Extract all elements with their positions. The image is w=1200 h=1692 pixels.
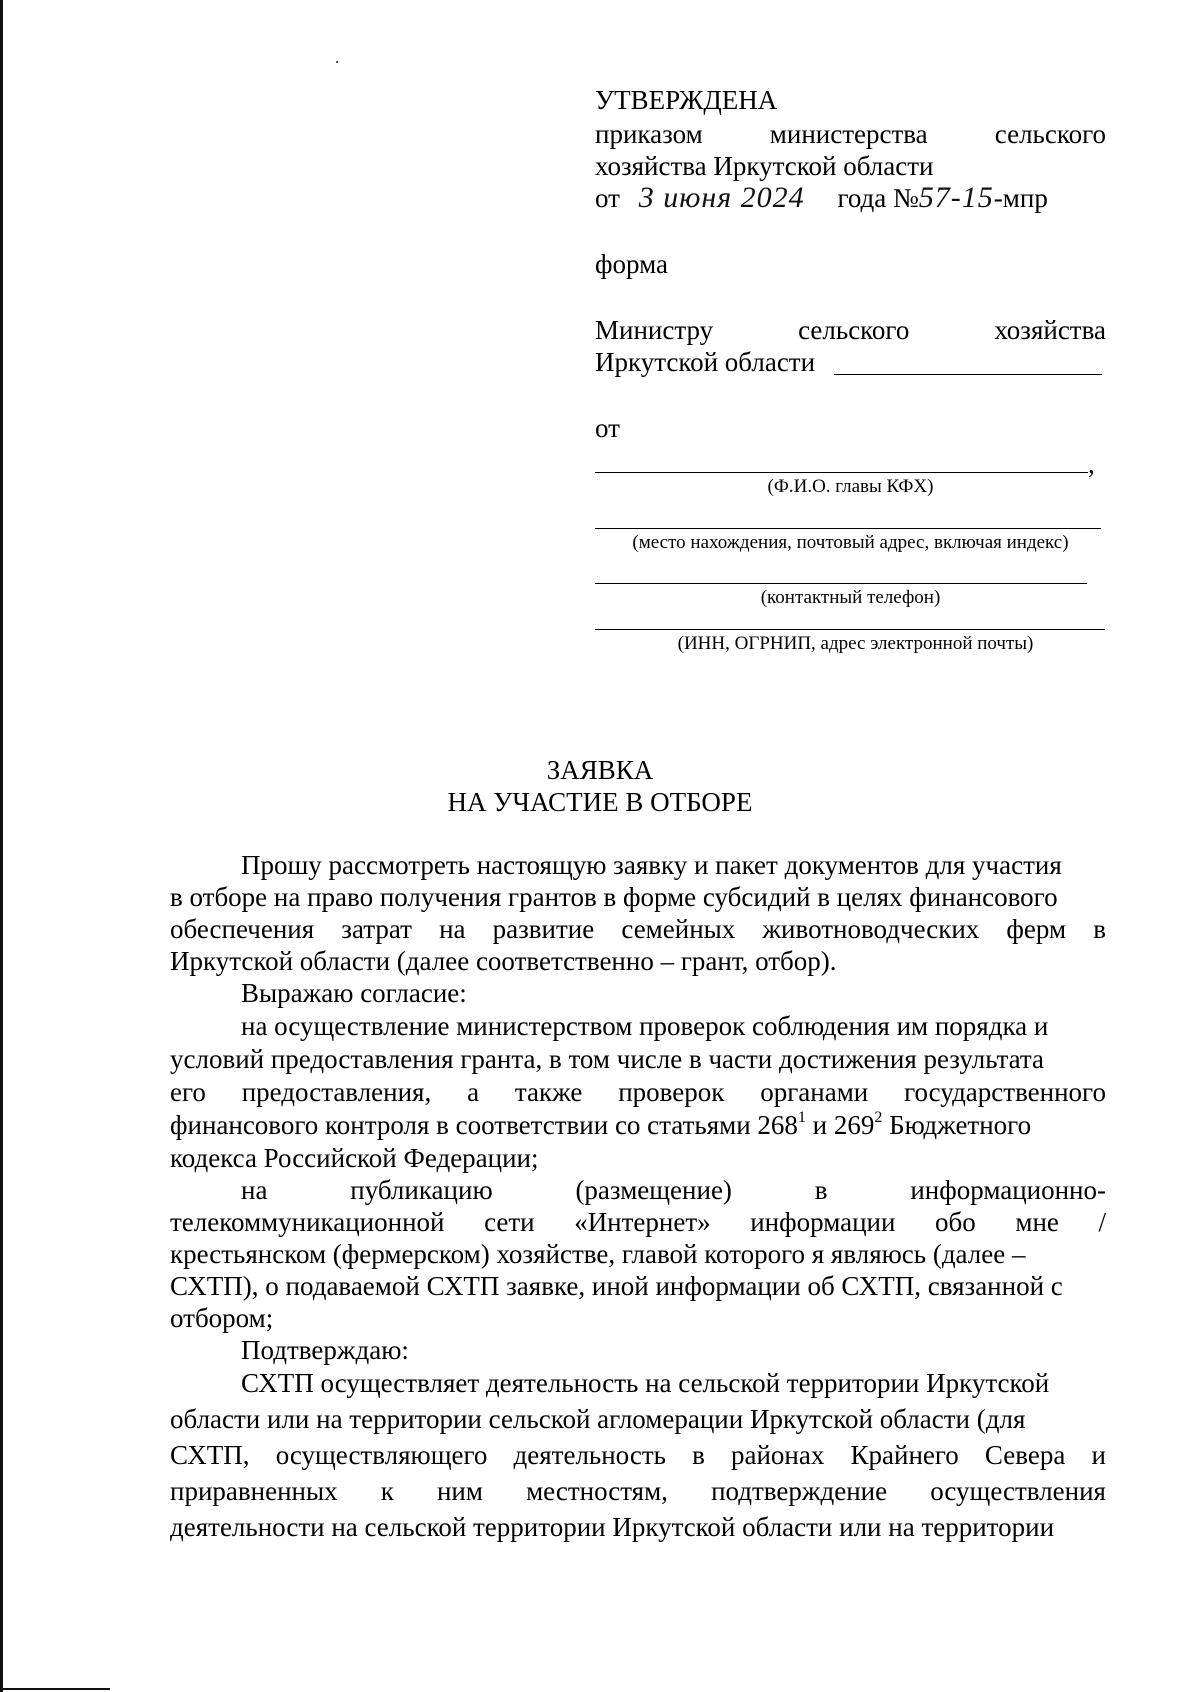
word: на <box>439 914 466 944</box>
word: ферм <box>1006 914 1067 944</box>
paragraph-line <box>170 1439 1106 1471</box>
word: семейных <box>621 914 736 944</box>
word: министерства <box>769 119 928 149</box>
paragraph-line <box>170 1109 1106 1141</box>
word: а <box>467 1077 480 1107</box>
word: хозяйства <box>994 315 1106 345</box>
paragraph-line: Прошу рассмотреть настоящую заявку и пакет документов для участия <box>241 850 1062 880</box>
approval-title: УТВЕРЖДЕНА <box>595 85 778 115</box>
word: и <box>1091 1440 1106 1470</box>
addressee-line1 <box>595 314 1106 346</box>
addressee-line2: Иркутской области <box>595 347 816 377</box>
word: Крайнего <box>850 1440 959 1470</box>
form-label: форма <box>595 249 668 279</box>
year-word: года № <box>837 183 919 213</box>
approval-order-line2: хозяйства Иркутской области <box>595 151 934 181</box>
paragraph-line: СХТП осуществляет деятельность на сельской территории Иркутской <box>241 1368 1050 1398</box>
word: Министру <box>595 315 714 345</box>
word: в <box>1093 914 1106 944</box>
caption-phone: (контактный телефон) <box>760 587 941 608</box>
address-blank <box>595 528 1101 529</box>
word: сельского <box>798 315 910 345</box>
text-run: Бюджетного <box>882 1110 1032 1140</box>
word: подтверждение <box>711 1476 888 1506</box>
addressee-name-blank <box>834 374 1102 375</box>
word: приказом <box>595 119 703 149</box>
paragraph-line: кодекса Российской Федерации; <box>170 1143 539 1173</box>
word: к <box>380 1476 394 1506</box>
word: приравненных <box>170 1476 338 1506</box>
text-run: и 269 <box>805 1110 875 1140</box>
word: мне <box>1015 1207 1059 1237</box>
paragraph-line <box>170 1206 1106 1238</box>
word: «Интернет» <box>574 1207 711 1237</box>
word: деятельность <box>513 1440 666 1470</box>
document-title: ЗАЯВКА <box>546 755 654 785</box>
superscript: 2 <box>874 1109 883 1126</box>
word: телекоммуникационной <box>170 1207 445 1237</box>
word: (размещение) <box>575 1175 732 1205</box>
paragraph-line: Выражаю согласие: <box>241 978 467 1008</box>
word: Севера <box>984 1440 1066 1470</box>
word: государственного <box>904 1077 1106 1107</box>
handwritten-date: 3 июня 2024 <box>638 181 805 214</box>
page-left-edge <box>0 0 3 1692</box>
caption-ids: (ИНН, ОГРНИП, адрес электронной почты) <box>677 633 1034 654</box>
word: информационно- <box>910 1175 1106 1205</box>
paragraph-line: Иркутской области (далее соответственно – грант, отбор). <box>170 946 837 976</box>
word: на <box>241 1175 268 1205</box>
word: в <box>692 1440 705 1470</box>
paragraph-line <box>170 1076 1106 1108</box>
paragraph-line: на осуществление министерством проверок соблюдения им порядка и <box>241 1011 1049 1041</box>
word: публикацию <box>350 1175 493 1205</box>
word: животноводческих <box>762 914 980 944</box>
paragraph-line: условий предоставления гранта, в том числе в части достижения результата <box>170 1044 1045 1074</box>
word: обо <box>935 1207 976 1237</box>
paragraph-line <box>170 913 1106 945</box>
word: СХТП, <box>170 1440 250 1470</box>
phone-blank <box>595 583 1087 584</box>
scan-speck <box>336 61 338 63</box>
text-run: финансового контроля в соответствии со статьями 268 <box>170 1110 798 1140</box>
word: развитие <box>492 914 595 944</box>
paragraph-line: Подтверждаю: <box>241 1335 409 1365</box>
paragraph-line: в отборе на право получения грантов в форме субсидий в целях финансового <box>170 882 1058 912</box>
date-prefix: от <box>595 183 620 213</box>
word: осуществления <box>930 1476 1106 1506</box>
page-bottom-edge <box>0 1688 110 1690</box>
word: информации <box>750 1207 896 1237</box>
paragraph-line: области или на территории сельской агломерации Иркутской области (для <box>170 1404 1026 1434</box>
word: затрат <box>341 914 412 944</box>
word: обеспечения <box>170 914 315 944</box>
word: органами <box>760 1077 869 1107</box>
word: сети <box>484 1207 535 1237</box>
word: районах <box>730 1440 825 1470</box>
caption-address: (место нахождения, почтовый адрес, включая индекс) <box>632 532 1069 553</box>
word: предоставления, <box>241 1077 432 1107</box>
word: в <box>814 1175 828 1205</box>
superscript: 1 <box>797 1109 806 1126</box>
paragraph-line: отбором; <box>170 1303 274 1333</box>
caption-name: (Ф.И.О. главы КФХ) <box>767 476 934 497</box>
name-blank-comma: , <box>1088 449 1095 479</box>
paragraph-line: деятельности на сельской территории Иркутской области или на территории <box>170 1512 1055 1542</box>
word: ним <box>436 1476 483 1506</box>
word: сельского <box>994 119 1106 149</box>
paragraph-line: крестьянском (фермерском) хозяйстве, главой которого я являюсь (далее – <box>170 1239 1026 1269</box>
from-label: от <box>595 413 620 443</box>
word: его <box>170 1077 206 1107</box>
document-subtitle: НА УЧАСТИЕ В ОТБОРЕ <box>447 787 753 817</box>
word: также <box>514 1077 583 1107</box>
word: проверок <box>618 1077 725 1107</box>
paragraph-line: СХТП), о подаваемой СХТП заявке, иной информации об СХТП, связанной с <box>170 1271 1063 1301</box>
approval-order-line1 <box>595 118 1106 150</box>
word: / <box>1098 1207 1106 1237</box>
name-blank <box>595 472 1088 473</box>
handwritten-order-number: 57-15 <box>918 181 994 214</box>
paragraph-line <box>241 1174 1106 1206</box>
word: осуществляющего <box>275 1440 488 1470</box>
approval-date-line <box>595 182 1048 214</box>
word: местностям, <box>526 1476 668 1506</box>
paragraph-line <box>170 1475 1106 1507</box>
ids-blank <box>595 629 1105 630</box>
order-number-suffix: -мпр <box>993 183 1048 213</box>
